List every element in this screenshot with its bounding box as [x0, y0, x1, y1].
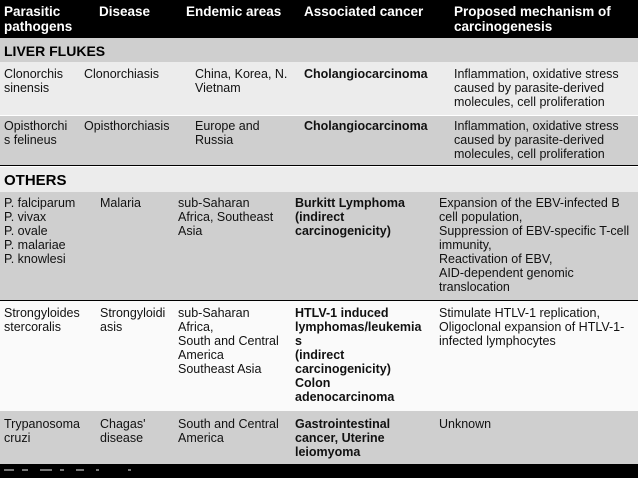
header-disease: Disease: [99, 4, 151, 19]
cell-areas: Europe and Russia: [195, 119, 260, 147]
cell-pathogen: Opisthorchi s felineus: [4, 119, 68, 147]
section-others: [0, 166, 638, 193]
cell-areas: South and Central America: [178, 417, 279, 445]
cell-areas: China, Korea, N. Vietnam: [195, 67, 288, 95]
table-header: [0, 0, 638, 38]
cell-mechanism: Expansion of the EBV-infected B cell population, Suppression of EBV-specific T-cell immunity, Reactivation of EBV, AID-dependent genomic translocation: [439, 196, 630, 294]
cell-cancer: Burkitt Lymphoma (indirect carcinogenicity): [295, 196, 405, 238]
table-row: [0, 192, 638, 300]
section-title: LIVER FLUKES: [4, 43, 106, 59]
cell-disease: Clonorchiasis: [84, 67, 160, 81]
cell-disease: Opisthorchiasis: [84, 119, 170, 133]
header-endemic-areas: Endemic areas: [186, 4, 282, 19]
header-mechanism: Proposed mechanism of carcinogenesis: [454, 4, 611, 34]
table-row: [0, 301, 638, 411]
cell-disease: Chagas' disease: [100, 417, 146, 445]
cell-disease: Strongyloidi asis: [100, 306, 166, 334]
cell-mechanism: Unknown: [439, 417, 492, 431]
cell-mechanism: Inflammation, oxidative stress caused by parasite-derived molecules, cell proliferation: [454, 67, 619, 109]
table-row: [0, 411, 638, 464]
header-associated-cancer: Associated cancer: [304, 4, 424, 19]
cell-disease: Malaria: [100, 196, 141, 210]
cell-areas: sub-Saharan Africa, Southeast Asia: [178, 196, 274, 238]
cell-pathogen: P. falciparum P. vivax P. ovale P. malariae P. knowlesi: [4, 196, 76, 266]
section-liver-flukes: [0, 38, 638, 62]
footer-strip: [0, 464, 638, 478]
table-row: [0, 62, 638, 116]
cell-pathogen: Strongyloides stercoralis: [4, 306, 80, 334]
section-title: OTHERS: [4, 172, 67, 189]
cell-pathogen: Trypanosoma cruzi: [4, 417, 80, 445]
cell-cancer: Cholangiocarcinoma: [304, 67, 428, 81]
cell-cancer: HTLV-1 induced lymphomas/leukemia s (indirect carcinogenicity) Colon adenocarcinoma: [295, 306, 422, 404]
cell-mechanism: Inflammation, oxidative stress caused by parasite-derived molecules, cell proliferation: [454, 119, 619, 161]
table-row: [0, 116, 638, 165]
cell-cancer: Cholangiocarcinoma: [304, 119, 428, 133]
cell-areas: sub-Saharan Africa, South and Central America Southeast Asia: [178, 306, 279, 376]
header-parasitic-pathogens: Parasitic pathogens: [4, 4, 73, 34]
cell-mechanism: Stimulate HTLV-1 replication, Oligoclonal expansion of HTLV-1- infected lymphocytes: [439, 306, 625, 348]
cell-pathogen: Clonorchis sinensis: [4, 67, 64, 95]
cell-cancer: Gastrointestinal cancer, Uterine leiomyoma: [295, 417, 391, 459]
